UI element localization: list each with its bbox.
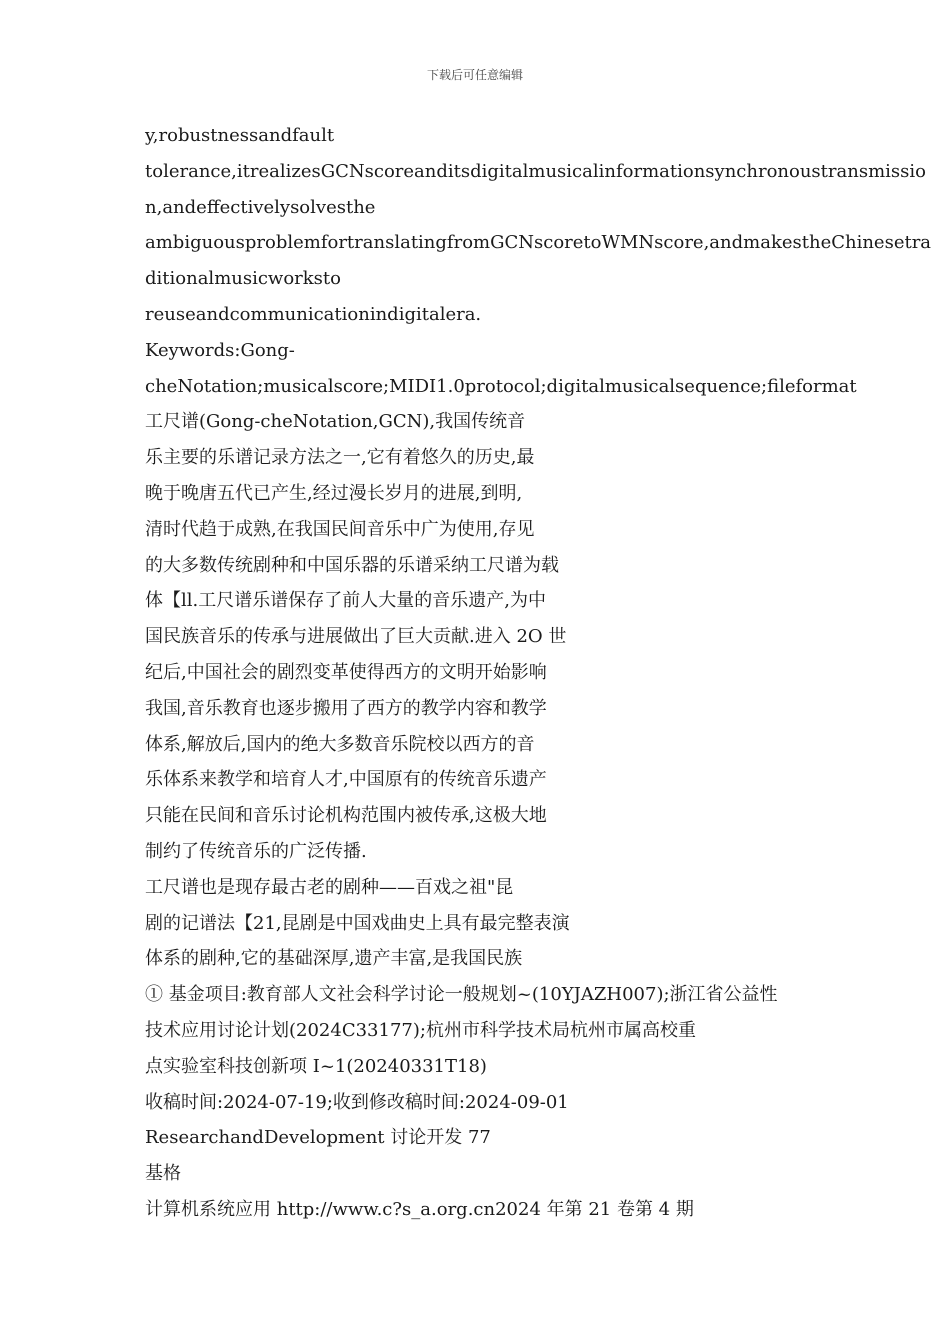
page-footer-line: 基格 [145, 1163, 181, 1185]
abstract-line: ditionalmusicworksto [145, 268, 341, 290]
paragraph-line: 体系,解放后,国内的绝大多数音乐院校以西方的音 [145, 733, 535, 755]
paragraph-line: 工尺谱也是现存最古老的剧种——百戏之祖"昆 [145, 876, 514, 898]
keywords-line: cheNotation;musicalscore;MIDI1.0protocol;digitalmusicalsequence;fileformat [145, 375, 857, 397]
paragraph-line: 晚于晚唐五代已产生,经过漫长岁月的进展,到明, [145, 482, 523, 504]
footnote-line: 技术应用讨论计划(2024C33177);杭州市科学技术局杭州市属高校重 [145, 1019, 696, 1041]
abstract-line: tolerance,itrealizesGCNscoreanditsdigitalmusicalinformationsynchronoustransmissio [145, 160, 926, 182]
abstract-line: y,robustnessandfault [145, 125, 335, 146]
paragraph-line: 纪后,中国社会的剧烈变革使得西方的文明开始影响 [145, 661, 547, 683]
received-date-line: 收稿时间:2024-07-19;收到修改稿时间:2024-09-01 [145, 1091, 569, 1113]
document-body [145, 118, 932, 1228]
paragraph-line: 只能在民间和音乐讨论机构范围内被传承,这极大地 [145, 805, 547, 827]
abstract-line: ambiguousproblemfortranslatingfromGCNscoretoWMNscore,andmakestheChinesetra [145, 232, 932, 254]
footnote-line: 点实验室科技创新项 I~1(20240331T18) [145, 1055, 487, 1077]
abstract-line: n,andeffectivelysolvesthe [145, 196, 376, 218]
paragraph-line: 制约了传统音乐的广泛传播. [145, 840, 367, 862]
abstract-line: reuseandcommunicationindigitalera. [145, 303, 482, 325]
page-header: 下载后可任意编辑 [426, 68, 523, 82]
page-footer-line: ResearchandDevelopment 讨论开发 77 [145, 1127, 491, 1149]
paragraph-line: 国民族音乐的传承与进展做出了巨大贡献.进入 2O 世 [145, 626, 567, 648]
paragraph-line: 乐体系来教学和培育人才,中国原有的传统音乐遗产 [145, 769, 547, 791]
keywords-line: Keywords:Gong- [145, 339, 295, 361]
paragraph-line: 剧的记谱法【21,昆剧是中国戏曲史上具有最完整表演 [145, 912, 570, 934]
footnote-line: ① 基金项目:教育部人文社会科学讨论一般规划~(10YJAZH007);浙江省公益性 [145, 984, 778, 1006]
paragraph-line: 体系的剧种,它的基础深厚,遗产丰富,是我国民族 [145, 948, 523, 970]
paragraph-line: 的大多数传统剧种和中国乐器的乐谱采纳工尺谱为载 [145, 554, 559, 576]
paragraph-line: 我国,音乐教育也逐步搬用了西方的教学内容和教学 [145, 697, 547, 719]
journal-footer-line: 计算机系统应用 http://www.c?s_a.org.cn2024 年第 21 卷第 4 期 [145, 1198, 694, 1220]
paragraph-line: 清时代趋于成熟,在我国民间音乐中广为使用,存见 [145, 518, 535, 540]
paragraph-line: 体【ll.工尺谱乐谱保存了前人大量的音乐遗产,为中 [145, 590, 546, 612]
paragraph-line: 乐主要的乐谱记录方法之一,它有着悠久的历史,最 [145, 447, 535, 469]
paragraph-line: 工尺谱(Gong-cheNotation,GCN),我国传统音 [145, 411, 526, 433]
